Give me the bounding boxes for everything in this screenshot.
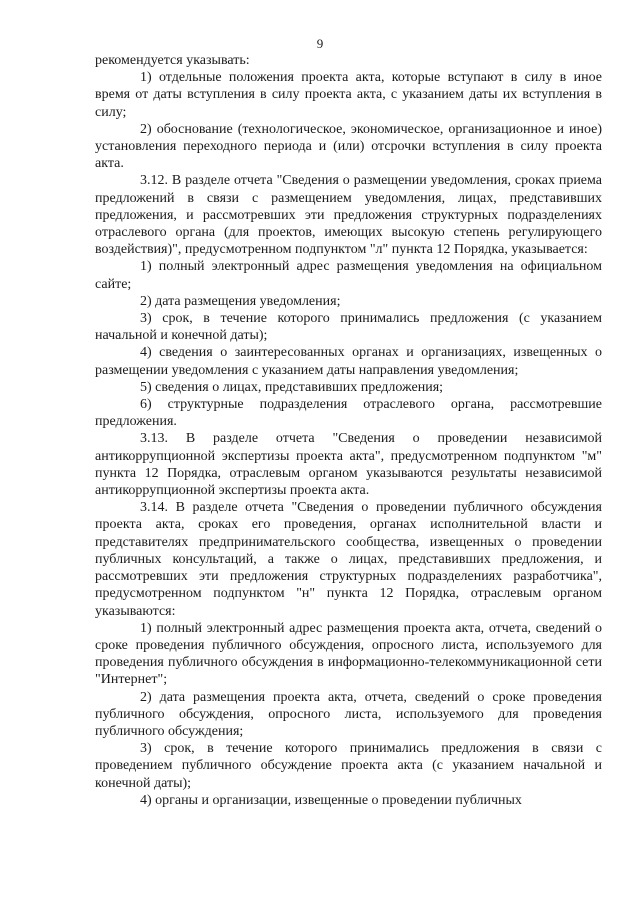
document-body xyxy=(95,52,602,809)
paragraph: 3.13. В разделе отчета "Сведения о проведении независимой антикоррупционной экспертизы проекта акта", предусмотренном подпунктом "м" пункта 12 Порядка, отраслевым органом указываются результаты независимой антикоррупционной экспертизы проекта акта. xyxy=(95,431,602,499)
paragraph: 3) срок, в течение которого принимались предложения (с указанием начальной и конечной даты); xyxy=(95,311,602,344)
paragraph: 6) структурные подразделения отраслевого органа, рассмотревшие предложения. xyxy=(95,397,602,430)
paragraph: 5) сведения о лицах, представивших предложения; xyxy=(140,379,444,395)
paragraph: 4) сведения о заинтересованных органах и организациях, извещенных о размещении уведомления с указанием даты направления уведомления; xyxy=(95,345,602,378)
paragraph: 2) обоснование (технологическое, экономическое, организационное и иное) установления переходного периода и (или) отсрочки вступления в силу проекта акта. xyxy=(95,121,602,172)
paragraph: 3.14. В разделе отчета "Сведения о проведении публичного обсуждения проекта акта, сроках его проведения, органах исполнительной власти и представителях предпринимательского сообщества, извещенных о проведении публичных консультаций, а также о лицах, представивших предложения, и рассмотревших эти предложения структурных подразделениях разработчика", предусмотренном подпунктом "н" пункта 12 Порядка, отраслевым органом указываются: xyxy=(95,500,602,619)
paragraph: 1) полный электронный адрес размещения уведомления на официальном сайте; xyxy=(95,259,602,292)
paragraph: 3) срок, в течение которого принимались предложения в связи с проведением публичного обсуждение проекта акта (с указанием начальной и конечной даты); xyxy=(95,741,602,791)
paragraph: 1) отдельные положения проекта акта, которые вступают в силу в иное время от даты вступления в силу проекта акта, с указанием даты их вступления в силу; xyxy=(95,70,602,120)
paragraph: 1) полный электронный адрес размещения проекта акта, отчета, сведений о сроке проведения публичного обсуждения, опросного листа, используемого для проведения публичного обсуждения в информационно-телекоммуникационной сети "Интернет"; xyxy=(95,620,602,688)
paragraph: 4) органы и организации, извещенные о проведении публичных xyxy=(140,792,522,808)
paragraph: 3.12. В разделе отчета "Сведения о размещении уведомления, сроках приема предложений в связи с размещением уведомления, лицах, представивших предложения, и рассмотревших эти предложения структурных подразделениях отраслевого органа (для проектов, имеющих высокую степень регулирующего воздействия)", предусмотренном подпунктом "л" пункта 12 Порядка, указывается: xyxy=(95,173,602,258)
paragraph: 2) дата размещения уведомления; xyxy=(140,293,341,309)
paragraph: 2) дата размещения проекта акта, отчета, сведений о сроке проведения публичного обсуждения, опросного листа, используемого для проведения публичного обсуждения; xyxy=(95,689,602,739)
page-number: 9 xyxy=(316,36,324,51)
paragraph: рекомендуется указывать: xyxy=(95,53,250,68)
